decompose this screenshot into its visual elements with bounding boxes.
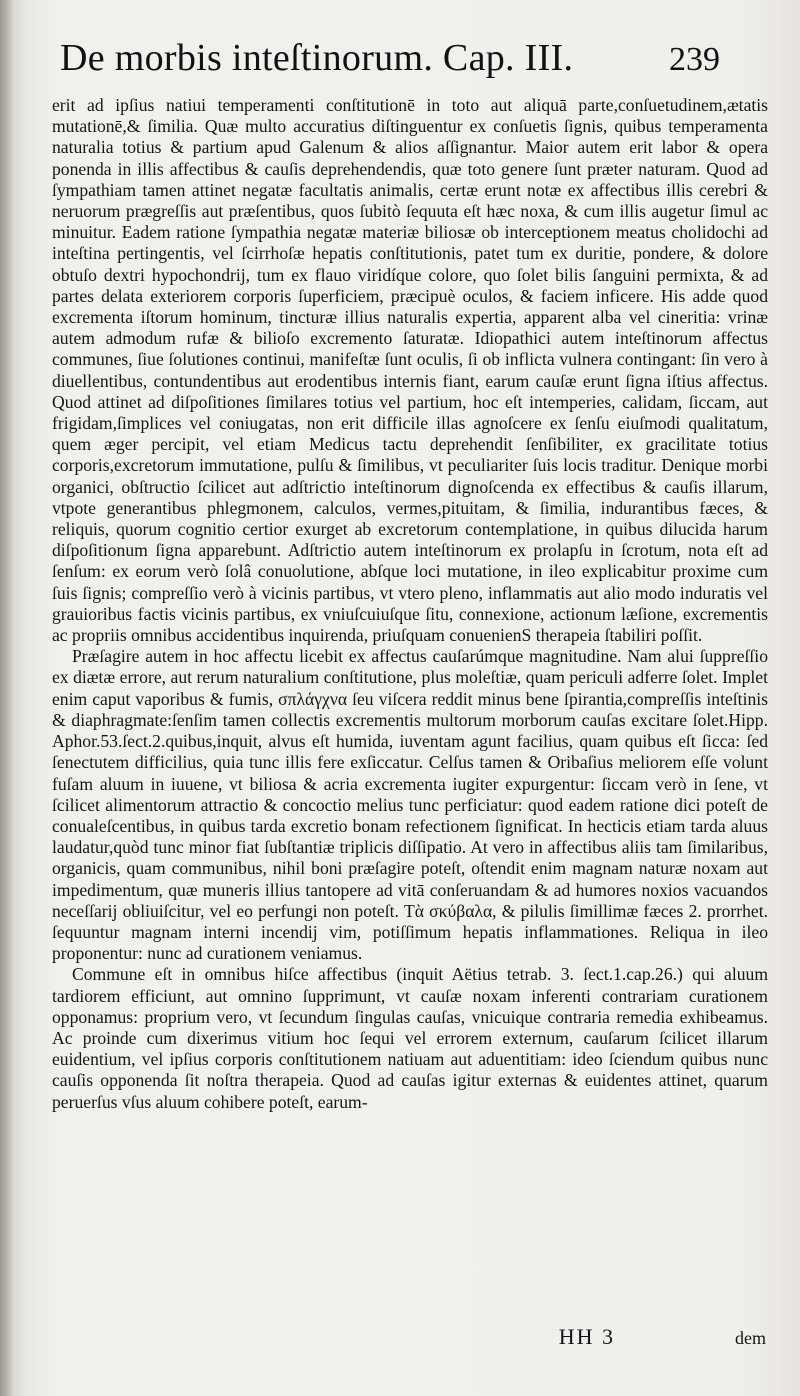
page-header [60, 36, 720, 88]
paragraph-treatment: Commune eſt in omnibus hiſce affectibus (inquit Aëtius tetrab. 3. ſect.1.cap.26.) qui aluum tardiorem efficiunt, aut omnino ſupprimunt, vt cauſæ noxam inferenti contrariam curationem opponamus: proprium vero, vt ſecundum ſingulas cauſas, vnicuique contraria remedia exhibeamus. Ac proinde cum dixerimus vitium hoc ſequi vel errorem externum, cauſarum ſcilicet illarum euidentium, vel ipſius corporis conſtitutionem natiuam aut aduentitiam: ideo ſciendum quibus nunc cauſis opponenda ſit noſtra therapeia. Quod ad cauſas igitur externas & euidentes attinet, quarum peruerſus vſus aluum cohibere poteſt, earum- [52, 964, 768, 1112]
page-edge-shadow [0, 0, 14, 1396]
paragraph-diagnosis: erit ad ipſius natiui temperamenti conſtitutionē in toto aut aliquā parte,conſuetudinem,ætatis mutationē,& ſimilia. Quæ multo accuratius diſtinguentur ex conſuetis ſignis, quibus temperamenta naturalia totius & partium apud Galenum & alios aſſignantur. Maior autem erit labor & opera ponenda in illis affectibus & cauſis deprehendendis, quæ toto genere ſunt præter naturam. Quod ad ſympathiam tamen attinet negatæ facultatis animalis, certæ erunt notæ ex affectibus illis cerebri & neruorum prægreſſis aut præſentibus, quos ſubitò ſequuta eſt hæc noxa, & cum illis augetur ſimul ac minuitur. Eadem ratione ſympathia negatæ materiæ biliosæ ob interceptionem meatus cholidochi ad inteſtina pertingentis, vel ſcirrhoſæ hepatis conſtitutionis, patet tum ex duritie, pondere, & dolore obtuſo dextri hypochondrij, tum ex flauo viridíque colore, quo ſolet bilis ſanguini permixta, & ad partes delata exteriorem corporis ſuperficiem, præcipuè oculos, & faciem inficere. His adde quod excrementa iſtorum hominum, tincturæ illius naturalis expertia, apparent alba vel cineritia: vrinæ autem admodum rufæ & bilioſo excremento ſaturatæ. Idiopathici autem inteſtinorum affectus communes, ſiue ſolutiones continui, manifeſtæ ſunt oculis, ſi ob inflicta vulnera contingant: ſin vero à diuellentibus, contundentibus aut erodentibus internis fiant, earum cauſæ erunt ſigna iſtius affectus. Quod attinet ad diſpoſitiones ſimilares totius vel partium, hoc eſt intemperies, calidam, ſiccam, aut frigidam,ſimplices vel coniugatas, non erit difficile illas agnoſcere ex ſenſu eiuſmodi qualitatum, quem æger percipit, vel etiam Medicus tactu deprehendit ſenſibiliter, ex gracilitate totius corporis,excretorum immutatione, pulſu & ſimilibus, vt peculiariter ſuis locis traditur. Denique morbi organici, obſtructio ſcilicet aut adſtrictio inteſtinorum dignoſcenda ex effectibus & cauſis illarum, vtpote generantibus phlegmonem, calculos, vermes,pituitam, & ſimilia, indurantibus fæces, & reliquis, quorum cognitio certior exurget ab excretorum contemplatione, in quibus dilucida harum diſpoſitionum ſigna apparebunt. Adſtrictio autem inteſtinorum ex prolapſu in ſcrotum, nota eſt ad ſenſum: ex eorum verò ſolâ conuolutione, abſque loci mutatione, in ileo explicabitur proxime cum ſuis ſignis; compreſſio verò à vicinis partibus, vt vtero pleno, inflammatis aut alio modo induratis vel grauioribus factis vicinis partibus, ex vniuſcuiuſque ſitu, connexione, actionum læſione, excrementis ac propriis omnibus accidentibus inquirenda, priuſquam conuenienS therapeia ſtabiliri poſſit. [52, 95, 768, 646]
page-footer [60, 1324, 766, 1354]
body-text [52, 95, 768, 1113]
running-head: De morbis inteſtinorum. Cap. III. [60, 37, 574, 79]
catchword: dem [735, 1328, 766, 1348]
paragraph-prognosis: Præſagire autem in hoc affectu licebit ex affectus cauſarúmque magnitudine. Nam alui ſuppreſſio ex diætæ errore, aut rerum naturalium conſtitutione, plus moleſtiæ, quam periculi adferre ſolet. Implet enim caput vaporibus & fumis, σπλάγχνα ſeu viſcera reddit minus bene ſpirantia,compreſſis inteſtinis & diaphragmate:ſenſim tamen collectis excrementis multorum morborum cauſas excitare ſolet.Hipp. Aphor.53.ſect.2.quibus,inquit, alvus eſt humida, iuventam agunt facilius, quam quibus eſt ſicca: ſed ſenectutem difficilius, quia tunc illis fere exſiccatur. Celſus tamen & Oribaſius meliorem eſſe volunt fuſam aluum in iuuene, vt biliosa & acria excrementa iugiter expurgentur: ſiccam verò in ſene, vt ſcilicet alimentorum attractio & concoctio melius tunc perficiatur: quod eadem ratione dici poteſt de conualeſcentibus, in quibus tarda excretio bonam refectionem ſignificat. In hecticis etiam tarda aluus laudatur,quòd tunc minor fiat ſubſtantiæ triplicis diſſipatio. At vero in affectibus aliis tam ſimilaribus, organicis, quam communibus, nihil boni præſagire poteſt, oſtendit enim magnam naturæ noxam aut impedimentum, quæ muneris illius tantopere ad vitā conſeruandam & ad humores noxios vacuandos neceſſarij obliuiſcitur, vel eo perfungi non poteſt. Τὰ σκύβαλα, & pilulis ſimillimæ fæces 2. prorrhet. ſequuntur magnam interni incendij vim, potiſſimum hepatis inflammationes. Reliqua in ileo proponentur: nunc ad curationem veniamus. [52, 646, 768, 964]
page-number: 239 [669, 41, 720, 78]
signature-mark: HH 3 [558, 1324, 615, 1349]
